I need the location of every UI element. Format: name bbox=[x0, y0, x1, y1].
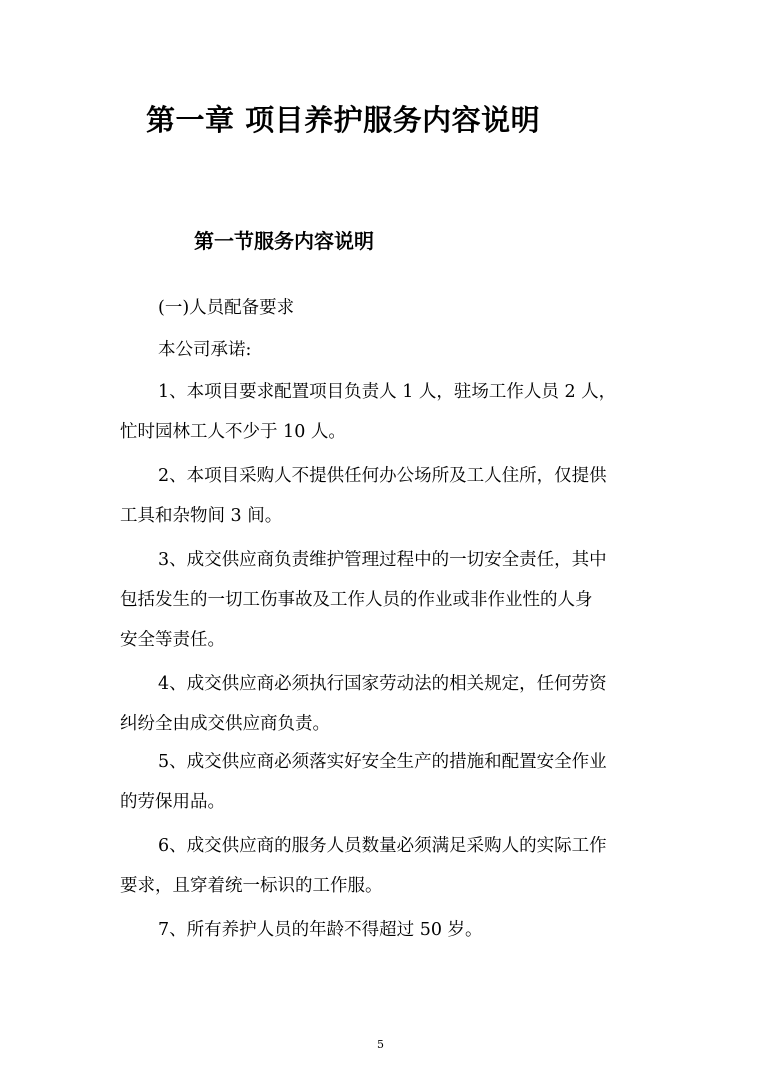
list-item-line: 安全等责任。 bbox=[120, 630, 225, 650]
list-item-7 bbox=[120, 910, 640, 950]
list-item-6 bbox=[120, 826, 640, 906]
commitment-line bbox=[120, 330, 640, 370]
list-item-1 bbox=[120, 372, 640, 452]
list-item-2 bbox=[120, 456, 640, 536]
list-item-line: 包括发生的一切工伤事故及工作人员的作业或非作业性的人身 bbox=[120, 590, 593, 610]
list-item-line: 5、成交供应商必须落实好安全生产的措施和配置安全作业 bbox=[158, 752, 607, 772]
list-item-line: 的劳保用品。 bbox=[120, 792, 225, 812]
list-item-line: 4、成交供应商必须执行国家劳动法的相关规定，任何劳资 bbox=[158, 674, 607, 694]
list-item-3 bbox=[120, 540, 640, 660]
subheading-text: (一)人员配备要求 bbox=[158, 298, 295, 318]
list-item-line: 要求，且穿着统一标识的工作服。 bbox=[120, 876, 383, 896]
list-item-line: 工具和杂物间 3 间。 bbox=[120, 506, 283, 526]
list-item-5 bbox=[120, 742, 640, 822]
list-item-line: 纠纷全由成交供应商负责。 bbox=[120, 714, 330, 734]
list-item-line: 6、成交供应商的服务人员数量必须满足采购人的实际工作 bbox=[158, 836, 607, 856]
chapter-title: 第一章 项目养护服务内容说明 bbox=[146, 103, 541, 137]
list-item-4 bbox=[120, 664, 640, 744]
section-title: 第一节服务内容说明 bbox=[194, 229, 374, 253]
list-item-line: 1、本项目要求配置项目负责人 1 人，驻场工作人员 2 人， bbox=[158, 382, 617, 402]
subheading bbox=[120, 288, 640, 328]
list-item-line: 2、本项目采购人不提供任何办公场所及工人住所，仅提供 bbox=[158, 466, 607, 486]
commitment-text: 本公司承诺: bbox=[158, 340, 252, 360]
list-item-line: 7、所有养护人员的年龄不得超过 50 岁。 bbox=[158, 920, 483, 940]
list-item-line: 忙时园林工人不少于 10 人。 bbox=[120, 422, 346, 442]
list-item-line: 3、成交供应商负责维护管理过程中的一切安全责任，其中 bbox=[158, 550, 607, 570]
page-number: 5 bbox=[377, 1038, 384, 1051]
